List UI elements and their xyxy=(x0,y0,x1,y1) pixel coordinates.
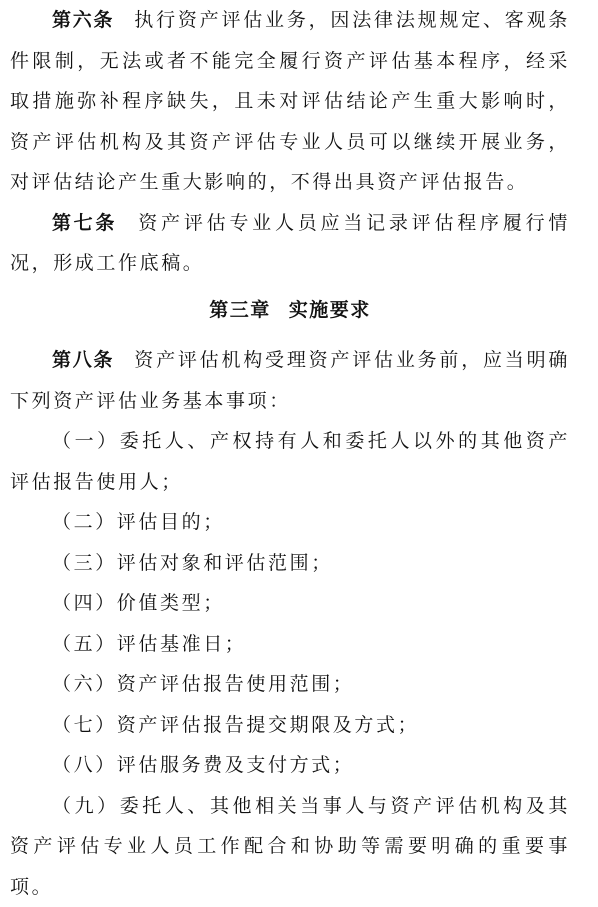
article-8-text: 资产评估机构受理资产评估业务前，应当明确下列资产评估业务基本事项： xyxy=(10,349,570,412)
article-7 xyxy=(10,203,570,284)
article-7-text: 资产评估专业人员应当记录评估程序履行情况，形成工作底稿。 xyxy=(10,212,570,275)
list-item-9: （九）委托人、其他相关当事人与资产评估机构及其资产评估专业人员工作配合和协助等需要明确的重要事项。 xyxy=(10,786,570,907)
article-7-label: 第七条 xyxy=(52,212,117,234)
chapter-heading xyxy=(10,290,570,331)
list-item-8: （八）评估服务费及支付方式； xyxy=(10,745,570,786)
article-8-label: 第八条 xyxy=(52,349,114,371)
article-6 xyxy=(10,0,570,203)
document-page xyxy=(10,0,570,907)
list-item-5: （五）评估基准日； xyxy=(10,624,570,665)
article-6-text: 执行资产评估业务，因法律法规规定、客观条件限制，无法或者不能完全履行资产评估基本程序，经采取措施弥补程序缺失，且未对评估结论产生重大影响时，资产评估机构及其资产评估专业人员可以继续开展业务，对评估结论产生重大影响的，不得出具资产评估报告。 xyxy=(10,9,570,193)
article-8 xyxy=(10,340,570,421)
list-item-1: （一）委托人、产权持有人和委托人以外的其他资产评估报告使用人； xyxy=(10,421,570,502)
list-item-6: （六）资产评估报告使用范围； xyxy=(10,664,570,705)
list-item-4: （四）价值类型； xyxy=(10,583,570,624)
list-item-2: （二）评估目的； xyxy=(10,502,570,543)
chapter-number: 第三章 xyxy=(209,299,271,321)
chapter-title: 实施要求 xyxy=(289,299,371,321)
list-item-3: （三）评估对象和评估范围； xyxy=(10,543,570,584)
list-item-7: （七）资产评估报告提交期限及方式； xyxy=(10,705,570,746)
article-6-label: 第六条 xyxy=(52,9,114,31)
